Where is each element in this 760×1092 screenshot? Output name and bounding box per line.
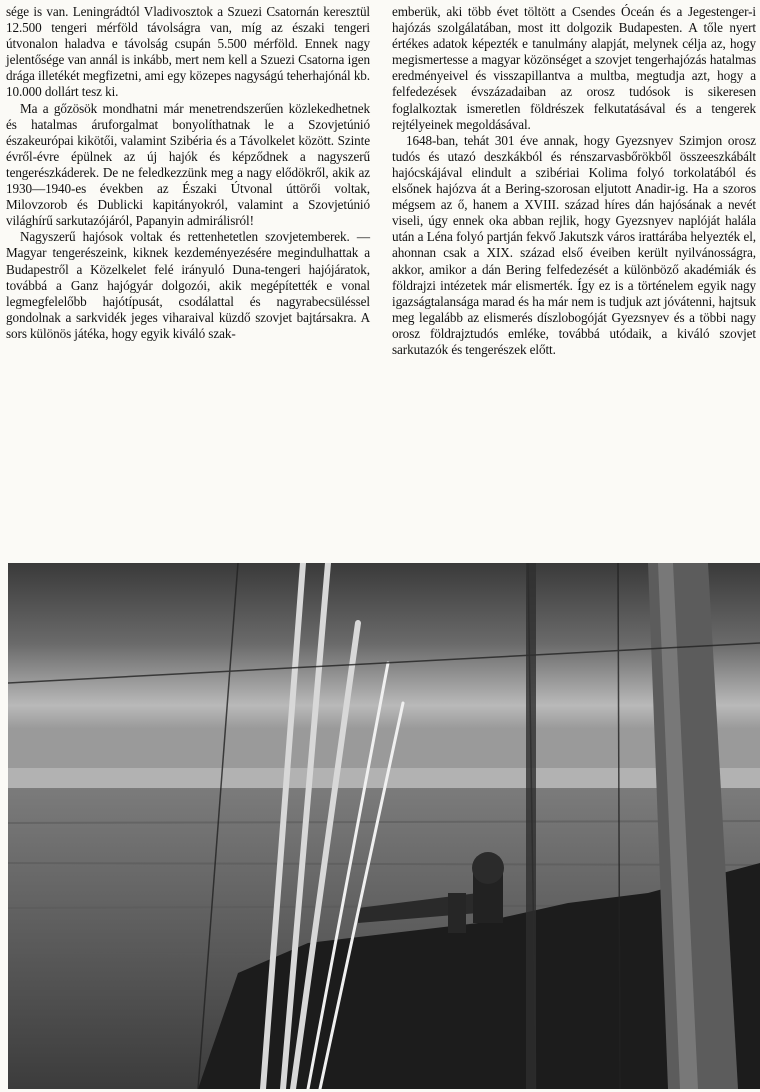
ship-deck-photo xyxy=(8,563,760,1089)
paragraph: 1648-ban, tehát 301 éve annak, hogy Gyezsnyev Szimjon orosz tudós és utazó deszkákból és rénszarvasbőrökből összeeszkábált hajócskájával elindult a szibériai Kolima folyó torkolatából és elsőnek hajózva át a Bering-szorosan eljutott Anadir-ig. Ha a szoros mégsem az ő, hanem a XVIII. század híres dán hajósának a nevét viseli, úgy ennek oka abban rejlik, hogy Gyezsnyev naplóját halála után a Léna folyó partján fekvő Jakutszk város irattárába helyezték el, ahonnan csak a XIX. század első éveiben került nyilvánosságra, akkor, amikor a dán Bering felfedezését a különböző akadémiák és földrajzi intézetek már elismerték. Így ez is a történelem egyik nagy igazságtalansága marad és ha már nem is tudjuk azt jóvátenni, hajtsuk meg legalább az elismerés díszlobogóját Gyezsnyev és a többi nagy orosz földrajztudós emléke, továbbá utódaik, a kiváló szovjet sarkutazók és tengerészek előtt. xyxy=(392,132,756,357)
paragraph: emberük, aki több évet töltött a Csendes Óceán és a Jegestenger-i hajózás szolgálatában, most itt dolgozik Budapesten. A tőle nyert értékes adatok képezték e tanulmány alapját, melynek célja az, hogy megismertesse a magyar közönséget a szovjet tengerhajózás hatalmas eredményeivel és visszapillantva a multba, megtudja azt, hogy a felfedezések évszázadaiban az orosz tudósok is sikeresen foglalkoztak ismeretlen földrészek felkutatásával és a tengerek rejtélyeinek megoldásával. xyxy=(392,4,756,132)
article-text xyxy=(6,4,756,504)
paragraph: sége is van. Leningrádtól Vladivosztok a Szuezi Csatornán keresztül 12.500 tengeri mérföld távolságra van, míg az északi tengeri útvonalon haladva e távolság csupán 5.500 mérföld. Ennek nagy jelentősége van annál is inkább, mert nem kell a Szuezi Csatorna igen drága illetékét megfizetni, ami egy közepes nagyságú teherhajónál kb. 10.000 dollárt tesz ki. xyxy=(6,4,370,100)
paragraph: Nagyszerű hajósok voltak és rettenhetetlen szovjetemberek. — Magyar tengerészeink, kiknek kezdeményezésére megindulhattak a Budapestről a Közelkelet felé irányuló Duna-tengeri hajójáratok, továbbá a Ganz hajógyár dolgozói, akik megépítették e vonal legmegfelelőbb hajótípusát, csodálattal és nagyrabecsüléssel gondolnak a sarkvidék jeges viharaival küzdő szovjet bajtársakra. A sors különös játéka, hogy egyik kiváló szak- xyxy=(6,229,370,341)
left-column xyxy=(6,4,370,504)
paragraph: Ma a gőzösök mondhatni már menetrendszerűen közlekedhetnek és hatalmas áruforgalmat bonyolíthatnak le a Szovjetúnió északeurópai kikötői, valamint Szibéria és a Távolkelet között. Szinte évről-évre épülnek az új hajók és képződnek a nagyszerű tengerészkáderek. De ne feledkezzünk meg a nagy elődökről, akik az 1930—1940-es években az Északi Útvonal úttörői voltak, Milovzorob és Dublicki kapitányokról, valamint a Szovjetúnió világhírű sarkutazójáról, Papanyin admirálisról! xyxy=(6,100,370,229)
right-column xyxy=(392,4,756,504)
photo-illustration xyxy=(8,563,760,1089)
